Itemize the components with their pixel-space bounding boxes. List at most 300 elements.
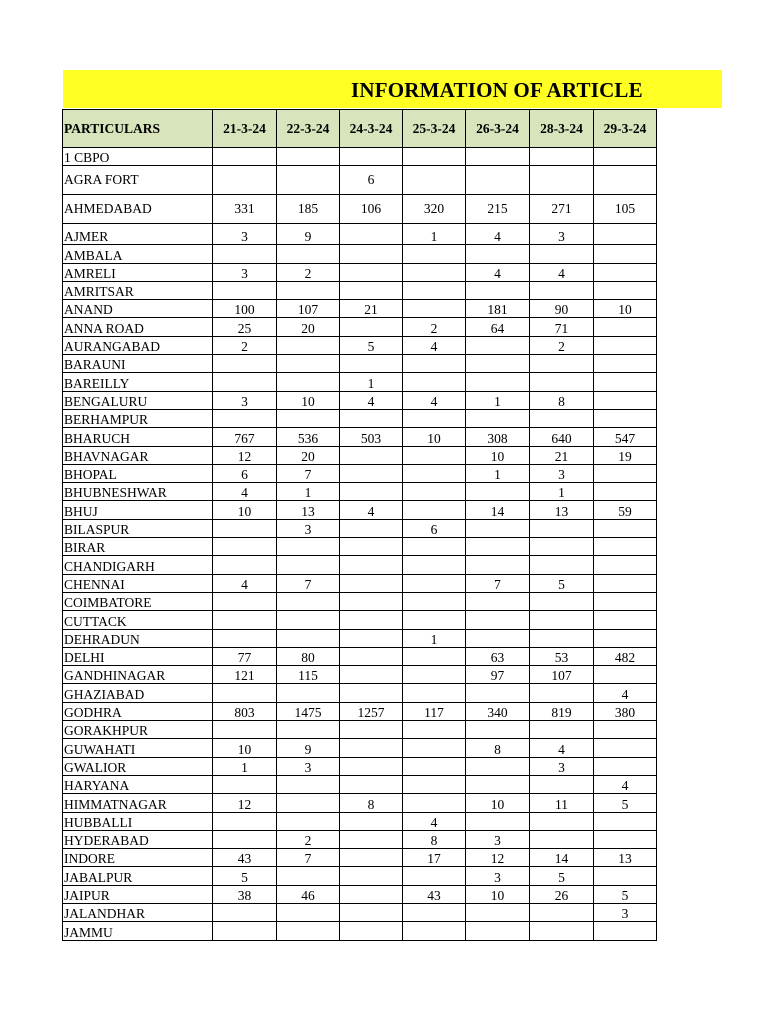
row-label[interactable]: GODHRA: [63, 702, 213, 720]
value-cell[interactable]: [213, 519, 277, 537]
value-cell[interactable]: 7: [277, 849, 340, 867]
value-cell[interactable]: [594, 611, 657, 629]
value-cell[interactable]: [530, 775, 594, 793]
value-cell[interactable]: 5: [530, 574, 594, 592]
value-cell[interactable]: [403, 757, 466, 775]
value-cell[interactable]: [466, 336, 530, 354]
value-cell[interactable]: 117: [403, 702, 466, 720]
value-cell[interactable]: 8: [403, 830, 466, 848]
value-cell[interactable]: 38: [213, 885, 277, 903]
value-cell[interactable]: 1: [277, 483, 340, 501]
value-cell[interactable]: [213, 148, 277, 166]
value-cell[interactable]: [466, 903, 530, 921]
value-cell[interactable]: 21: [530, 446, 594, 464]
value-cell[interactable]: 4: [403, 812, 466, 830]
value-cell[interactable]: [466, 409, 530, 427]
value-cell[interactable]: [340, 281, 403, 299]
value-cell[interactable]: [466, 611, 530, 629]
value-cell[interactable]: 215: [466, 195, 530, 224]
value-cell[interactable]: 181: [466, 300, 530, 318]
row-label[interactable]: BARAUNI: [63, 355, 213, 373]
value-cell[interactable]: [594, 830, 657, 848]
value-cell[interactable]: [403, 666, 466, 684]
value-cell[interactable]: [403, 538, 466, 556]
value-cell[interactable]: 26: [530, 885, 594, 903]
value-cell[interactable]: 115: [277, 666, 340, 684]
value-cell[interactable]: 10: [466, 794, 530, 812]
value-cell[interactable]: [530, 830, 594, 848]
value-cell[interactable]: [466, 684, 530, 702]
value-cell[interactable]: [340, 757, 403, 775]
value-cell[interactable]: [594, 666, 657, 684]
row-label[interactable]: BHUBNESHWAR: [63, 483, 213, 501]
value-cell[interactable]: [594, 483, 657, 501]
value-cell[interactable]: [403, 281, 466, 299]
value-cell[interactable]: 4: [403, 336, 466, 354]
value-cell[interactable]: 63: [466, 647, 530, 665]
value-cell[interactable]: [340, 812, 403, 830]
row-label[interactable]: AJMER: [63, 224, 213, 245]
value-cell[interactable]: 14: [466, 501, 530, 519]
value-cell[interactable]: [594, 409, 657, 427]
value-cell[interactable]: [530, 245, 594, 263]
value-cell[interactable]: [277, 922, 340, 940]
value-cell[interactable]: [594, 519, 657, 537]
value-cell[interactable]: [403, 263, 466, 281]
value-cell[interactable]: 59: [594, 501, 657, 519]
value-cell[interactable]: [213, 812, 277, 830]
value-cell[interactable]: [340, 245, 403, 263]
value-cell[interactable]: 803: [213, 702, 277, 720]
value-cell[interactable]: [213, 245, 277, 263]
value-cell[interactable]: [213, 903, 277, 921]
value-cell[interactable]: [530, 611, 594, 629]
value-cell[interactable]: 503: [340, 428, 403, 446]
value-cell[interactable]: [340, 684, 403, 702]
value-cell[interactable]: 1: [340, 373, 403, 391]
value-cell[interactable]: [213, 830, 277, 848]
column-header-date[interactable]: 25-3-24: [403, 110, 466, 148]
value-cell[interactable]: 4: [466, 224, 530, 245]
value-cell[interactable]: [466, 373, 530, 391]
column-header-date[interactable]: 28-3-24: [530, 110, 594, 148]
value-cell[interactable]: [530, 355, 594, 373]
value-cell[interactable]: [530, 281, 594, 299]
value-cell[interactable]: [277, 336, 340, 354]
value-cell[interactable]: [403, 446, 466, 464]
value-cell[interactable]: 5: [594, 885, 657, 903]
value-cell[interactable]: [403, 611, 466, 629]
value-cell[interactable]: [340, 629, 403, 647]
value-cell[interactable]: 482: [594, 647, 657, 665]
value-cell[interactable]: [277, 281, 340, 299]
row-label[interactable]: JALANDHAR: [63, 903, 213, 921]
value-cell[interactable]: 10: [213, 739, 277, 757]
row-label[interactable]: AHMEDABAD: [63, 195, 213, 224]
value-cell[interactable]: 3: [530, 464, 594, 482]
value-cell[interactable]: [530, 812, 594, 830]
value-cell[interactable]: [403, 300, 466, 318]
row-label[interactable]: BHAVNAGAR: [63, 446, 213, 464]
value-cell[interactable]: 2: [530, 336, 594, 354]
value-cell[interactable]: 320: [403, 195, 466, 224]
value-cell[interactable]: [213, 611, 277, 629]
value-cell[interactable]: [340, 903, 403, 921]
value-cell[interactable]: 12: [213, 794, 277, 812]
value-cell[interactable]: 25: [213, 318, 277, 336]
value-cell[interactable]: 6: [340, 166, 403, 195]
row-label[interactable]: CHENNAI: [63, 574, 213, 592]
value-cell[interactable]: [403, 409, 466, 427]
value-cell[interactable]: [213, 409, 277, 427]
value-cell[interactable]: 1: [466, 464, 530, 482]
value-cell[interactable]: 10: [277, 391, 340, 409]
value-cell[interactable]: [340, 519, 403, 537]
value-cell[interactable]: [277, 611, 340, 629]
value-cell[interactable]: 106: [340, 195, 403, 224]
value-cell[interactable]: 4: [594, 684, 657, 702]
value-cell[interactable]: [530, 684, 594, 702]
value-cell[interactable]: 77: [213, 647, 277, 665]
value-cell[interactable]: 4: [530, 739, 594, 757]
value-cell[interactable]: 10: [594, 300, 657, 318]
value-cell[interactable]: [277, 355, 340, 373]
value-cell[interactable]: [466, 629, 530, 647]
value-cell[interactable]: [403, 501, 466, 519]
value-cell[interactable]: [277, 538, 340, 556]
value-cell[interactable]: [466, 519, 530, 537]
value-cell[interactable]: 9: [277, 224, 340, 245]
value-cell[interactable]: [340, 885, 403, 903]
value-cell[interactable]: [403, 739, 466, 757]
value-cell[interactable]: 1475: [277, 702, 340, 720]
value-cell[interactable]: 4: [340, 501, 403, 519]
value-cell[interactable]: [213, 629, 277, 647]
value-cell[interactable]: 4: [213, 483, 277, 501]
value-cell[interactable]: [530, 538, 594, 556]
value-cell[interactable]: 80: [277, 647, 340, 665]
value-cell[interactable]: [466, 922, 530, 940]
value-cell[interactable]: [340, 483, 403, 501]
value-cell[interactable]: [403, 355, 466, 373]
value-cell[interactable]: 1257: [340, 702, 403, 720]
value-cell[interactable]: [277, 629, 340, 647]
value-cell[interactable]: [340, 538, 403, 556]
row-label[interactable]: HIMMATNAGAR: [63, 794, 213, 812]
value-cell[interactable]: [277, 556, 340, 574]
row-label[interactable]: BHUJ: [63, 501, 213, 519]
column-header-date[interactable]: 22-3-24: [277, 110, 340, 148]
value-cell[interactable]: 4: [403, 391, 466, 409]
row-label[interactable]: HARYANA: [63, 775, 213, 793]
value-cell[interactable]: 1: [530, 483, 594, 501]
value-cell[interactable]: [213, 281, 277, 299]
value-cell[interactable]: [594, 263, 657, 281]
value-cell[interactable]: [466, 355, 530, 373]
value-cell[interactable]: 308: [466, 428, 530, 446]
value-cell[interactable]: [403, 166, 466, 195]
value-cell[interactable]: [340, 574, 403, 592]
value-cell[interactable]: [277, 148, 340, 166]
value-cell[interactable]: [213, 355, 277, 373]
value-cell[interactable]: [277, 592, 340, 610]
value-cell[interactable]: 6: [213, 464, 277, 482]
value-cell[interactable]: [403, 922, 466, 940]
value-cell[interactable]: [277, 166, 340, 195]
value-cell[interactable]: 185: [277, 195, 340, 224]
value-cell[interactable]: 10: [403, 428, 466, 446]
value-cell[interactable]: 11: [530, 794, 594, 812]
value-cell[interactable]: [594, 556, 657, 574]
value-cell[interactable]: 5: [340, 336, 403, 354]
row-label[interactable]: BHOPAL: [63, 464, 213, 482]
value-cell[interactable]: [466, 166, 530, 195]
value-cell[interactable]: 7: [277, 574, 340, 592]
row-label[interactable]: AMRELI: [63, 263, 213, 281]
value-cell[interactable]: 2: [277, 830, 340, 848]
value-cell[interactable]: 107: [530, 666, 594, 684]
value-cell[interactable]: 2: [403, 318, 466, 336]
value-cell[interactable]: 1: [213, 757, 277, 775]
row-label[interactable]: GORAKHPUR: [63, 721, 213, 739]
value-cell[interactable]: 3: [213, 224, 277, 245]
value-cell[interactable]: 12: [466, 849, 530, 867]
value-cell[interactable]: 767: [213, 428, 277, 446]
column-header-date[interactable]: 24-3-24: [340, 110, 403, 148]
value-cell[interactable]: [340, 409, 403, 427]
value-cell[interactable]: 5: [530, 867, 594, 885]
value-cell[interactable]: 3: [530, 757, 594, 775]
value-cell[interactable]: [466, 721, 530, 739]
value-cell[interactable]: 3: [466, 830, 530, 848]
value-cell[interactable]: [403, 245, 466, 263]
row-label[interactable]: GANDHINAGAR: [63, 666, 213, 684]
value-cell[interactable]: 3: [466, 867, 530, 885]
value-cell[interactable]: [466, 757, 530, 775]
value-cell[interactable]: 380: [594, 702, 657, 720]
value-cell[interactable]: 10: [466, 446, 530, 464]
value-cell[interactable]: 547: [594, 428, 657, 446]
value-cell[interactable]: 8: [340, 794, 403, 812]
value-cell[interactable]: 3: [594, 903, 657, 921]
value-cell[interactable]: [466, 148, 530, 166]
value-cell[interactable]: 640: [530, 428, 594, 446]
value-cell[interactable]: [403, 464, 466, 482]
value-cell[interactable]: [594, 166, 657, 195]
value-cell[interactable]: 3: [277, 519, 340, 537]
value-cell[interactable]: 4: [466, 263, 530, 281]
value-cell[interactable]: 3: [530, 224, 594, 245]
value-cell[interactable]: 340: [466, 702, 530, 720]
value-cell[interactable]: 20: [277, 318, 340, 336]
row-label[interactable]: CUTTACK: [63, 611, 213, 629]
row-label[interactable]: CHANDIGARH: [63, 556, 213, 574]
row-label[interactable]: COIMBATORE: [63, 592, 213, 610]
value-cell[interactable]: 53: [530, 647, 594, 665]
value-cell[interactable]: [277, 245, 340, 263]
value-cell[interactable]: 819: [530, 702, 594, 720]
value-cell[interactable]: [213, 538, 277, 556]
value-cell[interactable]: [594, 629, 657, 647]
row-label[interactable]: BILASPUR: [63, 519, 213, 537]
value-cell[interactable]: [530, 409, 594, 427]
value-cell[interactable]: 14: [530, 849, 594, 867]
value-cell[interactable]: 90: [530, 300, 594, 318]
value-cell[interactable]: [530, 556, 594, 574]
value-cell[interactable]: [403, 373, 466, 391]
value-cell[interactable]: [340, 647, 403, 665]
value-cell[interactable]: [340, 867, 403, 885]
value-cell[interactable]: [594, 318, 657, 336]
value-cell[interactable]: [403, 483, 466, 501]
value-cell[interactable]: [594, 148, 657, 166]
value-cell[interactable]: 536: [277, 428, 340, 446]
value-cell[interactable]: [466, 483, 530, 501]
column-header-particulars[interactable]: PARTICULARS: [63, 110, 213, 148]
value-cell[interactable]: 4: [340, 391, 403, 409]
value-cell[interactable]: [594, 812, 657, 830]
value-cell[interactable]: [403, 592, 466, 610]
value-cell[interactable]: 17: [403, 849, 466, 867]
value-cell[interactable]: [594, 224, 657, 245]
value-cell[interactable]: [213, 166, 277, 195]
value-cell[interactable]: [340, 318, 403, 336]
value-cell[interactable]: 4: [594, 775, 657, 793]
value-cell[interactable]: [403, 574, 466, 592]
value-cell[interactable]: [403, 867, 466, 885]
value-cell[interactable]: 19: [594, 446, 657, 464]
value-cell[interactable]: 9: [277, 739, 340, 757]
value-cell[interactable]: [213, 556, 277, 574]
value-cell[interactable]: [277, 812, 340, 830]
value-cell[interactable]: [340, 148, 403, 166]
value-cell[interactable]: 97: [466, 666, 530, 684]
column-header-date[interactable]: 21-3-24: [213, 110, 277, 148]
value-cell[interactable]: [530, 922, 594, 940]
value-cell[interactable]: [277, 684, 340, 702]
value-cell[interactable]: [403, 775, 466, 793]
value-cell[interactable]: [277, 775, 340, 793]
row-label[interactable]: BIRAR: [63, 538, 213, 556]
row-label[interactable]: GWALIOR: [63, 757, 213, 775]
value-cell[interactable]: 10: [213, 501, 277, 519]
value-cell[interactable]: 3: [213, 263, 277, 281]
row-label[interactable]: DELHI: [63, 647, 213, 665]
value-cell[interactable]: 3: [277, 757, 340, 775]
value-cell[interactable]: 2: [213, 336, 277, 354]
value-cell[interactable]: 13: [530, 501, 594, 519]
value-cell[interactable]: [594, 281, 657, 299]
value-cell[interactable]: [594, 355, 657, 373]
value-cell[interactable]: 107: [277, 300, 340, 318]
value-cell[interactable]: 13: [277, 501, 340, 519]
column-header-date[interactable]: 26-3-24: [466, 110, 530, 148]
row-label[interactable]: JAIPUR: [63, 885, 213, 903]
value-cell[interactable]: 10: [466, 885, 530, 903]
value-cell[interactable]: [530, 903, 594, 921]
value-cell[interactable]: 100: [213, 300, 277, 318]
row-label[interactable]: BHARUCH: [63, 428, 213, 446]
value-cell[interactable]: [340, 592, 403, 610]
value-cell[interactable]: [340, 721, 403, 739]
row-label[interactable]: JABALPUR: [63, 867, 213, 885]
value-cell[interactable]: 8: [466, 739, 530, 757]
value-cell[interactable]: [530, 629, 594, 647]
row-label[interactable]: INDORE: [63, 849, 213, 867]
value-cell[interactable]: 71: [530, 318, 594, 336]
value-cell[interactable]: [213, 922, 277, 940]
row-label[interactable]: GHAZIABAD: [63, 684, 213, 702]
value-cell[interactable]: [403, 556, 466, 574]
value-cell[interactable]: 7: [466, 574, 530, 592]
value-cell[interactable]: [340, 446, 403, 464]
value-cell[interactable]: [530, 721, 594, 739]
value-cell[interactable]: [594, 739, 657, 757]
value-cell[interactable]: [594, 538, 657, 556]
value-cell[interactable]: 5: [213, 867, 277, 885]
value-cell[interactable]: [213, 721, 277, 739]
value-cell[interactable]: [340, 464, 403, 482]
value-cell[interactable]: 64: [466, 318, 530, 336]
value-cell[interactable]: [594, 757, 657, 775]
value-cell[interactable]: [530, 373, 594, 391]
value-cell[interactable]: 43: [403, 885, 466, 903]
row-label[interactable]: AURANGABAD: [63, 336, 213, 354]
value-cell[interactable]: [403, 903, 466, 921]
row-label[interactable]: DEHRADUN: [63, 629, 213, 647]
value-cell[interactable]: [340, 830, 403, 848]
value-cell[interactable]: [466, 812, 530, 830]
value-cell[interactable]: [530, 166, 594, 195]
value-cell[interactable]: [466, 538, 530, 556]
value-cell[interactable]: 105: [594, 195, 657, 224]
row-label[interactable]: BENGALURU: [63, 391, 213, 409]
value-cell[interactable]: [594, 336, 657, 354]
value-cell[interactable]: [340, 556, 403, 574]
value-cell[interactable]: [213, 684, 277, 702]
value-cell[interactable]: 331: [213, 195, 277, 224]
value-cell[interactable]: [594, 373, 657, 391]
row-label[interactable]: BAREILLY: [63, 373, 213, 391]
value-cell[interactable]: [403, 684, 466, 702]
value-cell[interactable]: [277, 409, 340, 427]
value-cell[interactable]: [594, 867, 657, 885]
value-cell[interactable]: 6: [403, 519, 466, 537]
row-label[interactable]: AGRA FORT: [63, 166, 213, 195]
row-label[interactable]: ANAND: [63, 300, 213, 318]
value-cell[interactable]: [340, 775, 403, 793]
value-cell[interactable]: [594, 922, 657, 940]
value-cell[interactable]: [594, 464, 657, 482]
row-label[interactable]: GUWAHATI: [63, 739, 213, 757]
row-label[interactable]: 1 CBPO: [63, 148, 213, 166]
value-cell[interactable]: 4: [530, 263, 594, 281]
value-cell[interactable]: 21: [340, 300, 403, 318]
column-header-date[interactable]: 29-3-24: [594, 110, 657, 148]
value-cell[interactable]: [530, 148, 594, 166]
value-cell[interactable]: [340, 224, 403, 245]
value-cell[interactable]: [277, 867, 340, 885]
value-cell[interactable]: [277, 903, 340, 921]
value-cell[interactable]: [340, 355, 403, 373]
value-cell[interactable]: [530, 592, 594, 610]
value-cell[interactable]: 121: [213, 666, 277, 684]
value-cell[interactable]: [594, 592, 657, 610]
value-cell[interactable]: [340, 666, 403, 684]
value-cell[interactable]: [340, 263, 403, 281]
row-label[interactable]: AMBALA: [63, 245, 213, 263]
value-cell[interactable]: 5: [594, 794, 657, 812]
